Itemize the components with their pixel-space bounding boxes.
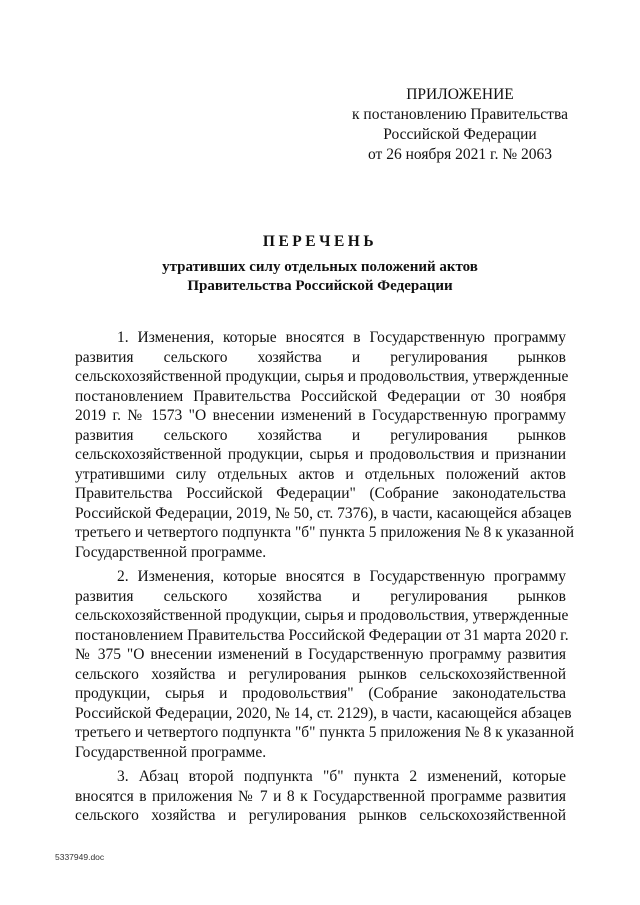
list-item xyxy=(75,767,566,826)
text-line: сельскохозяйственной продукции, сырья и продовольствия, утвержденные xyxy=(75,607,569,624)
text-line: развития сельского хозяйства и регулирования рынков xyxy=(75,348,566,366)
text-line: третьего и четвертого подпункта "б" пункта 5 приложения № 8 к указанной xyxy=(75,724,575,741)
text-line: 3. Абзац второй подпункта "б" пункта 2 изменений, которые xyxy=(117,768,566,785)
text-line: постановлением Правительства Российской Федерации от 30 ноября xyxy=(75,387,566,405)
appendix-label: ПРИЛОЖЕНИЕ xyxy=(406,86,514,103)
file-name-footer: 5337949.doc xyxy=(55,852,105,862)
subtitle-line-2: Правительства Российской Федерации xyxy=(187,278,453,294)
document-body xyxy=(75,328,575,826)
text-line: Российской Федерации, 2019, № 50, ст. 7376), в части, касающейся абзацев xyxy=(75,504,572,522)
appendix-resolution-line: к постановлению Правительства xyxy=(352,106,568,123)
text-line: вносятся в приложения № 7 и 8 к Государственной программе развития xyxy=(75,787,566,805)
text-line: сельского хозяйства и регулирования рынков сельскохозяйственной xyxy=(75,807,566,824)
text-line: 1. Изменения, которые вносятся в Государственную программу xyxy=(117,329,566,346)
document-title: ПЕРЕЧЕНЬ xyxy=(262,233,378,250)
subtitle-line-1: утративших силу отдельных положений актов xyxy=(162,259,478,275)
appendix-date-number: от 26 ноября 2021 г. № 2063 xyxy=(368,146,552,163)
text-line: Государственной программе. xyxy=(75,743,267,761)
text-line: развития сельского хозяйства и регулирования рынков xyxy=(75,426,566,444)
text-line: постановлением Правительства Российской Федерации от 31 марта 2020 г. xyxy=(75,626,569,644)
text-line: 2019 г. № 1573 "О внесении изменений в Государственную программу xyxy=(75,407,566,424)
text-line: сельского хозяйства и регулирования рынков сельскохозяйственной xyxy=(75,665,566,683)
text-line: Правительства Российской Федерации" (Собрание законодательства xyxy=(75,485,566,502)
text-line: сельскохозяйственной продукции, сырья и продовольствия и признании xyxy=(75,446,566,463)
list-item xyxy=(75,328,575,562)
text-line: развития сельского хозяйства и регулирования рынков xyxy=(75,587,566,605)
appendix-header xyxy=(330,85,590,165)
text-line: № 375 "О внесении изменений в Государственную программу развития xyxy=(75,646,566,663)
text-line: Государственной программе. xyxy=(75,543,267,561)
appendix-country-line: Российской Федерации xyxy=(383,126,537,143)
list-item xyxy=(75,567,575,762)
text-line: продукции, сырья и продовольствия" (Собрание законодательства xyxy=(75,685,566,702)
text-line: 2. Изменения, которые вносятся в Государственную программу xyxy=(117,568,566,585)
text-line: Российской Федерации, 2020, № 14, ст. 2129), в части, касающейся абзацев xyxy=(75,704,572,722)
text-line: утратившими силу отдельных актов и отдельных положений актов xyxy=(75,465,566,483)
text-line: сельскохозяйственной продукции, сырья и продовольствия, утвержденные xyxy=(75,368,569,385)
text-line: третьего и четвертого подпункта "б" пункта 5 приложения № 8 к указанной xyxy=(75,524,575,541)
document-subtitle xyxy=(0,258,640,296)
